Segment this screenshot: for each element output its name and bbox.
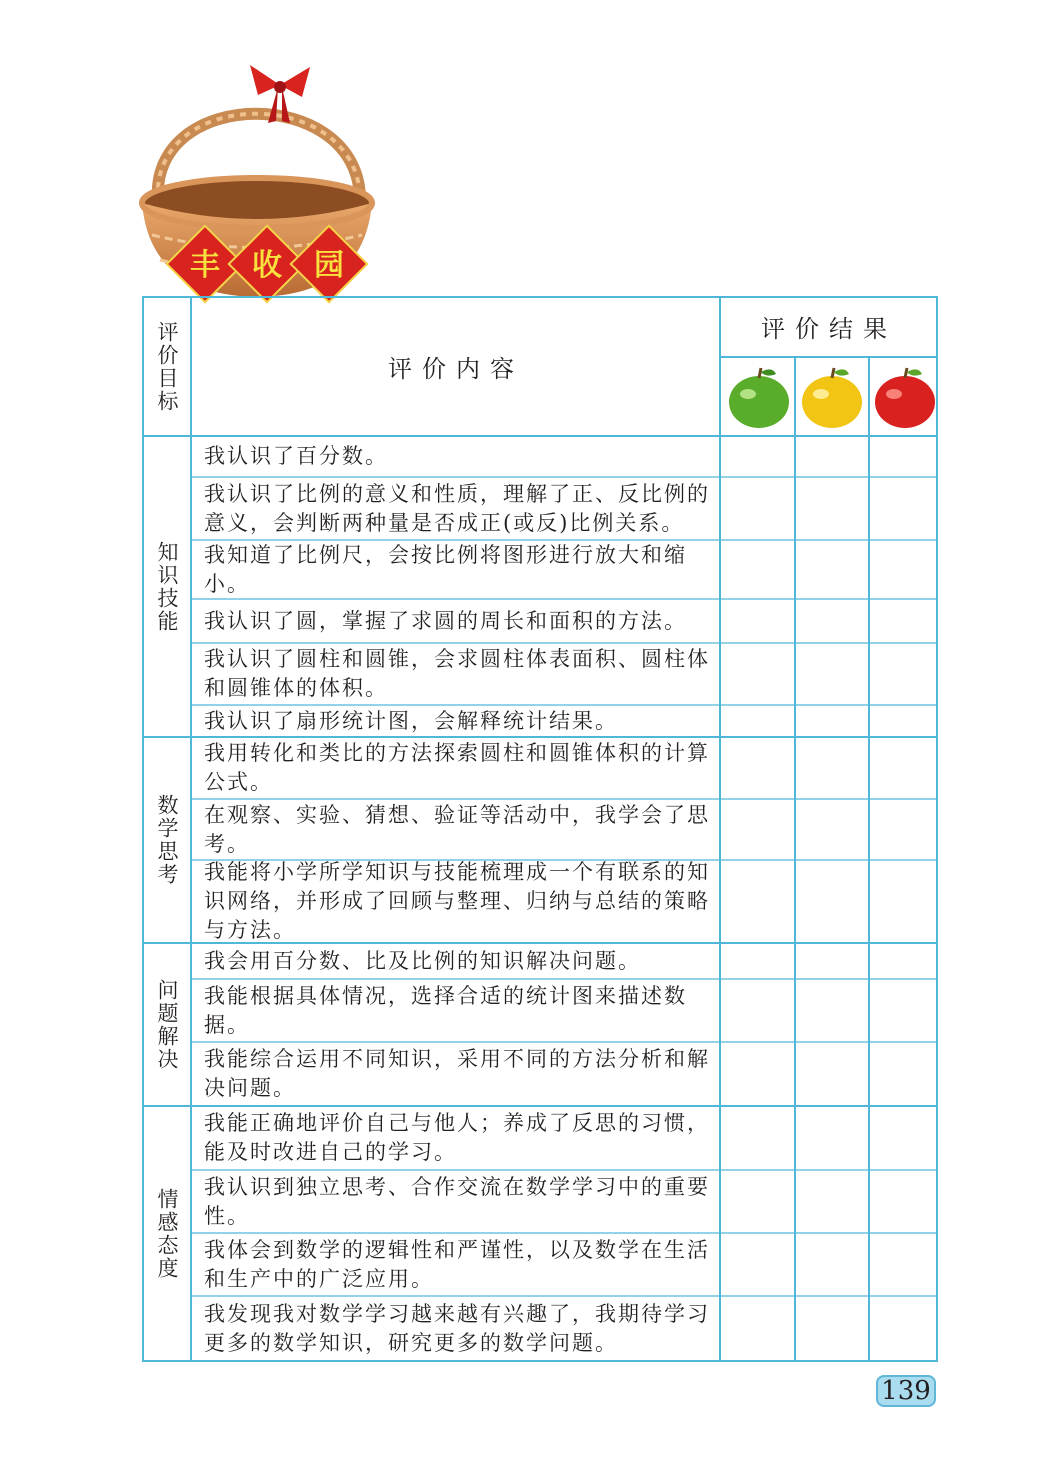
badge-char: 园 [314, 248, 344, 283]
table-row-text: 我认识了百分数。 [204, 444, 388, 468]
header-content: 评价内容 [388, 354, 524, 383]
green-apple-icon [726, 364, 792, 430]
yellow-apple-icon [799, 364, 865, 430]
table-row-text: 我认识了圆柱和圆锥，会求圆柱体表面积、圆柱体和圆锥体的体积。 [204, 647, 710, 700]
table-row-text: 我认识了圆，掌握了求圆的周长和面积的方法。 [204, 608, 687, 633]
red-apple-icon [872, 364, 938, 430]
header-result: 评价结果 [761, 314, 897, 343]
table-row-text: 我能将小学所学知识与技能梳理成一个有联系的知识网络，并形成了回顾与整理、归纳与总结的策略与方法。 [204, 860, 710, 942]
group-label-knowledge: 知识技能 [155, 540, 179, 633]
badge-char: 收 [252, 248, 282, 283]
table-row-text: 我认识了比例的意义和性质，理解了正、反比例的意义，会判断两种量是否成正(或反)比例关系。 [204, 481, 710, 535]
page-number: 139 [876, 1375, 936, 1407]
harvest-basket-illustration [130, 45, 380, 305]
table-row-text: 我能根据具体情况，选择合适的统计图来描述数据。 [204, 983, 687, 1037]
group-label-attitude: 情感态度 [155, 1187, 179, 1280]
group-label-problem-solving: 问题解决 [155, 978, 179, 1071]
table-row-text: 我能综合运用不同知识，采用不同的方法分析和解决问题。 [204, 1047, 710, 1100]
table-row-text: 我能正确地评价自己与他人；养成了反思的习惯，能及时改进自己的学习。 [204, 1111, 710, 1164]
table-row-text: 我体会到数学的逻辑性和严谨性，以及数学在生活和生产中的广泛应用。 [204, 1237, 710, 1291]
table-row-text: 我用转化和类比的方法探索圆柱和圆锥体积的计算公式。 [204, 741, 710, 794]
badge-char: 丰 [190, 248, 220, 283]
header-target: 评价目标 [155, 321, 179, 413]
table-row-text: 我会用百分数、比及比例的知识解决问题。 [204, 948, 641, 973]
table-row-text: 我知道了比例尺，会按比例将图形进行放大和缩小。 [204, 542, 687, 596]
evaluation-table [142, 296, 938, 1362]
group-label-thinking: 数学思考 [155, 794, 179, 886]
table-row-text: 我认识了扇形统计图，会解释统计结果。 [204, 708, 618, 733]
table-row-text: 我发现我对数学学习越来越有兴趣了，我期待学习更多的数学知识，研究更多的数学问题。 [204, 1301, 710, 1355]
table-row-text: 在观察、实验、猜想、验证等活动中，我学会了思考。 [204, 802, 710, 856]
table-row-text: 我认识到独立思考、合作交流在数学学习中的重要性。 [204, 1174, 710, 1228]
